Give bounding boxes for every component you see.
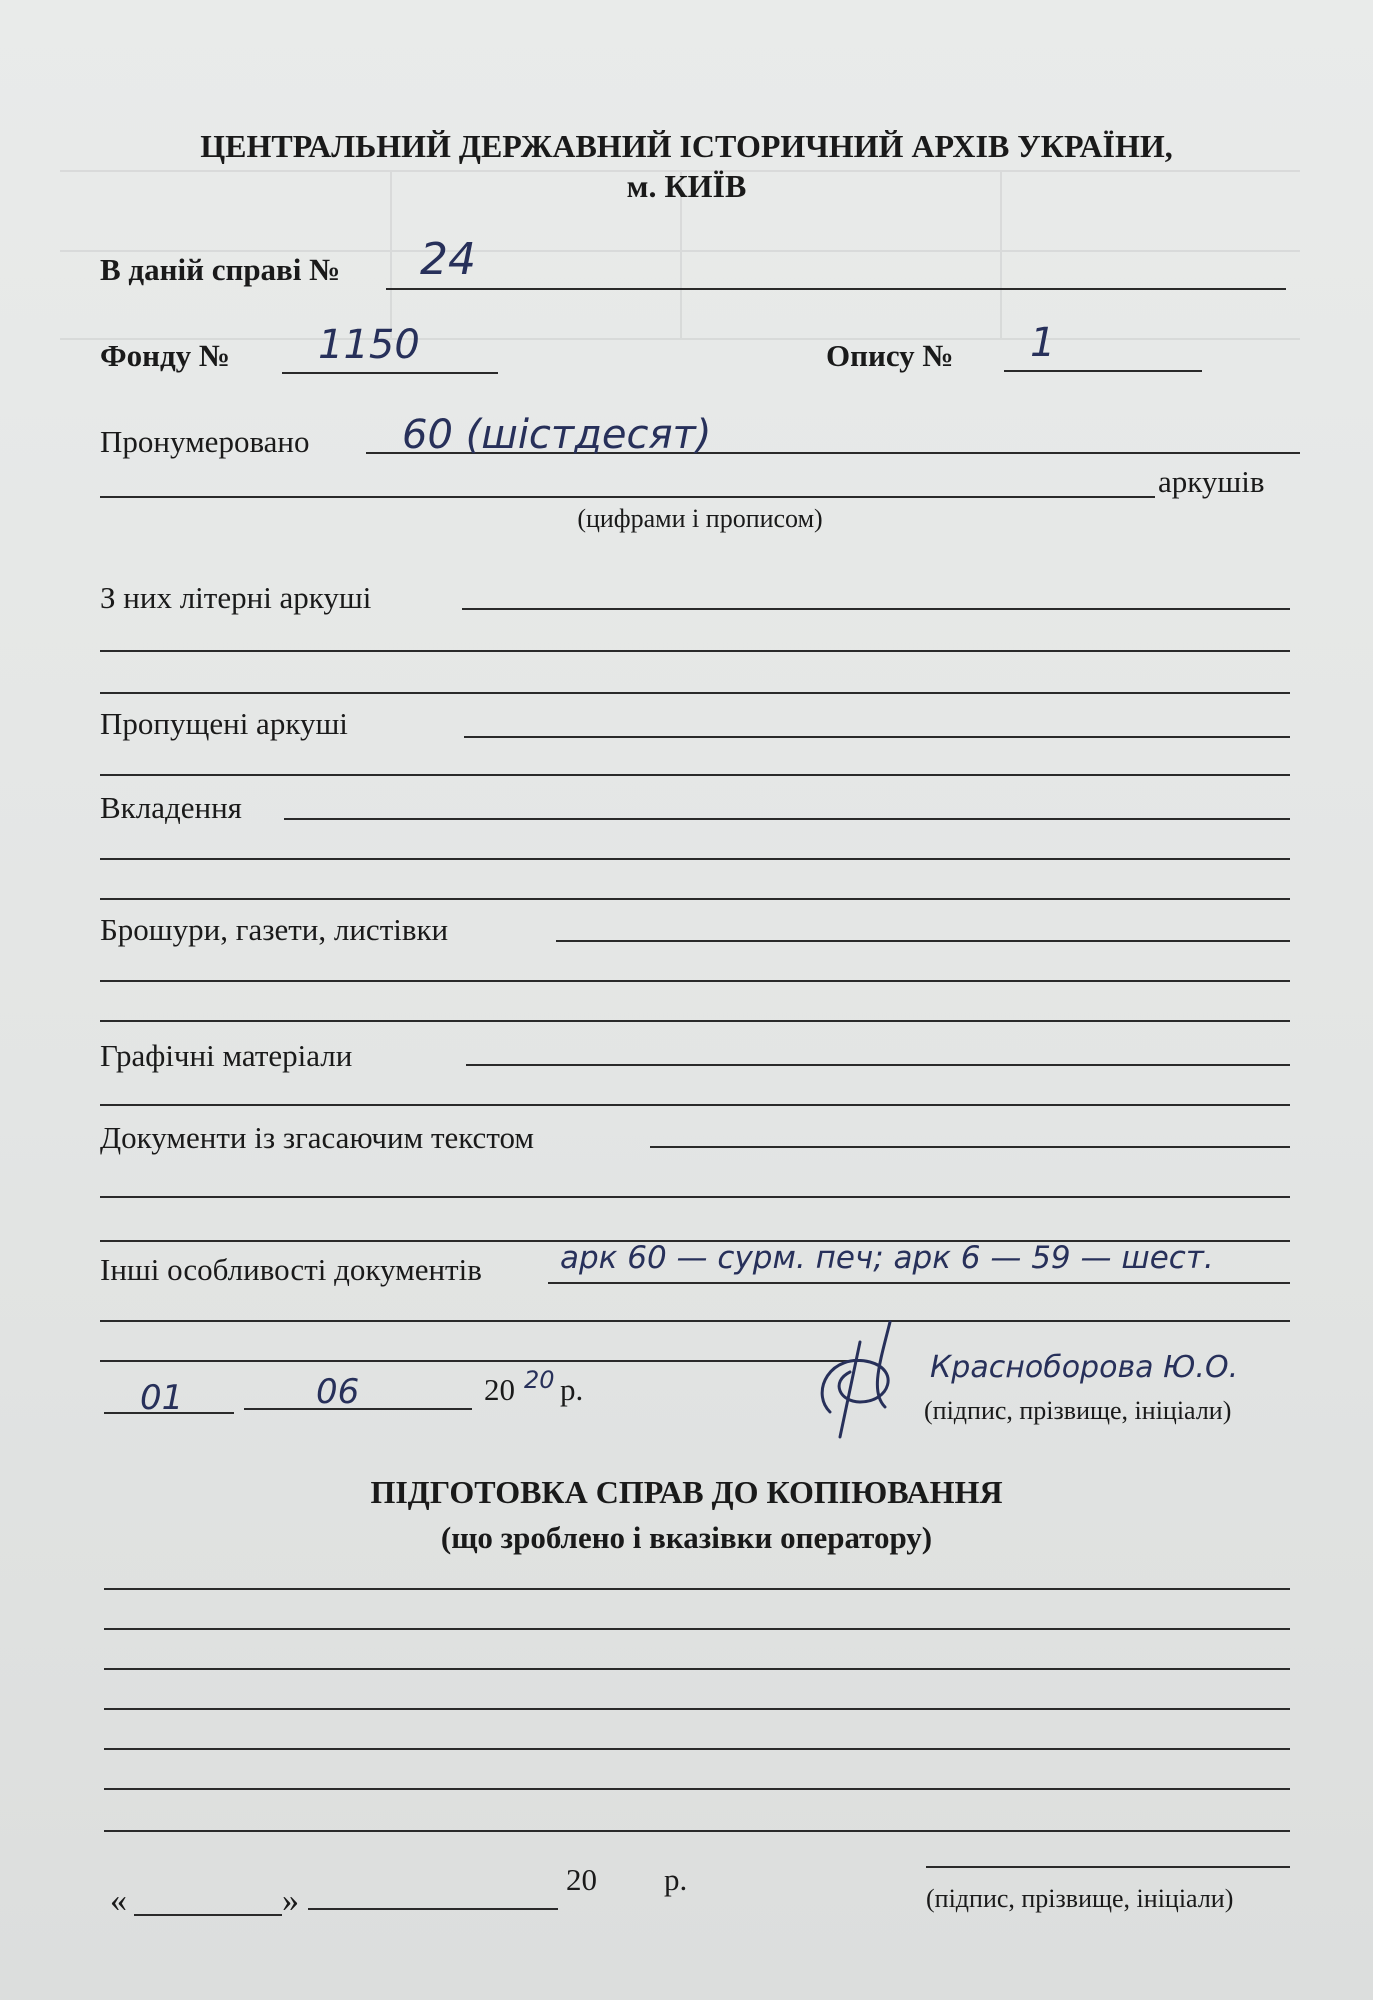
reverse-side-bleed-through	[60, 80, 1300, 340]
litera-line-2	[100, 650, 1290, 652]
brochures-line-2	[100, 980, 1290, 982]
date1-month: 06	[316, 1372, 360, 1412]
missing-sheets-label: Пропущені аркуші	[100, 706, 348, 741]
opys-label: Опису №	[826, 338, 954, 373]
inserts-line-2	[100, 858, 1290, 860]
other-line-1	[548, 1282, 1290, 1284]
section2-subtitle: (що зроблено і вказівки оператору)	[440, 1520, 933, 1555]
date2-r: р.	[664, 1862, 688, 1897]
brochures-line-3	[100, 1020, 1290, 1022]
date1-year-prefix: 20	[484, 1372, 515, 1407]
numbered-label: Пронумеровано	[100, 424, 310, 459]
opys-line	[1004, 370, 1202, 372]
fond-value: 1150	[318, 322, 420, 368]
notes-line-1	[104, 1588, 1290, 1590]
date2-open-quote: «	[110, 1882, 127, 1919]
notes-line-6	[104, 1788, 1290, 1790]
signature-2-line	[926, 1866, 1290, 1868]
date2-month-line	[308, 1908, 558, 1910]
signature-1-name: Красноборова Ю.О.	[930, 1350, 1239, 1385]
section2-title: ПІДГОТОВКА СПРАВ ДО КОПІЮВАННЯ	[370, 1474, 1003, 1510]
date2-close-quote: »	[282, 1882, 299, 1919]
other-features-value: арк 60 — сурм. печ; арк 6 — 59 — шест.	[560, 1240, 1214, 1276]
date2-day-line	[134, 1914, 282, 1916]
notes-line-7	[104, 1830, 1290, 1832]
case-number-line	[386, 288, 1286, 290]
fading-label: Документи із згасаючим текстом	[100, 1120, 534, 1155]
notes-line-3	[104, 1668, 1290, 1670]
missing-line-1	[464, 736, 1290, 738]
notes-line-4	[104, 1708, 1290, 1710]
signature-1-caption: (підпис, прізвище, ініціали)	[924, 1396, 1232, 1425]
date2-year: 20	[566, 1862, 597, 1897]
inserts-label: Вкладення	[100, 790, 242, 825]
date1-r: р.	[560, 1372, 584, 1407]
fond-line	[282, 372, 498, 374]
numbered-line-2	[100, 496, 1155, 498]
date1-year-suffix: 20	[524, 1366, 555, 1394]
inserts-line-1	[284, 818, 1290, 820]
numbered-value: 60 (шістдесят)	[402, 412, 712, 458]
other-features-label: Інші особливості документів	[100, 1252, 482, 1287]
graphic-line-1	[466, 1064, 1290, 1066]
litera-sheets-label: З них літерні аркуші	[100, 580, 372, 615]
archive-title: ЦЕНТРАЛЬНИЙ ДЕРЖАВНИЙ ІСТОРИЧНИЙ АРХІВ УКРАЇНИ,	[200, 128, 1173, 164]
notes-line-5	[104, 1748, 1290, 1750]
litera-line-3	[100, 692, 1290, 694]
numbered-hint: (цифрами і прописом)	[577, 504, 823, 533]
signature-2-caption: (підпис, прізвище, ініціали)	[926, 1884, 1234, 1913]
signature-1-graphic	[790, 1312, 940, 1442]
brochures-label: Брошури, газети, листівки	[100, 912, 449, 947]
numbered-suffix: аркушів	[1158, 464, 1265, 499]
fond-label: Фонду №	[100, 338, 231, 373]
graphic-label: Графічні матеріали	[100, 1038, 353, 1073]
litera-line-1	[462, 608, 1290, 610]
opys-value: 1	[1030, 320, 1056, 366]
date1-day: 01	[140, 1378, 184, 1418]
brochures-line-1	[556, 940, 1290, 942]
notes-line-2	[104, 1628, 1290, 1630]
other-line-3	[100, 1360, 860, 1362]
graphic-line-2	[100, 1104, 1290, 1106]
inserts-line-3	[100, 898, 1290, 900]
case-number-value: 24	[420, 234, 476, 285]
fading-line-1	[650, 1146, 1290, 1148]
missing-line-2	[100, 774, 1290, 776]
fading-line-2	[100, 1196, 1290, 1198]
case-number-label: В даній справі №	[100, 252, 341, 287]
archive-city: м. КИЇВ	[626, 168, 747, 204]
other-line-2	[100, 1320, 1290, 1322]
